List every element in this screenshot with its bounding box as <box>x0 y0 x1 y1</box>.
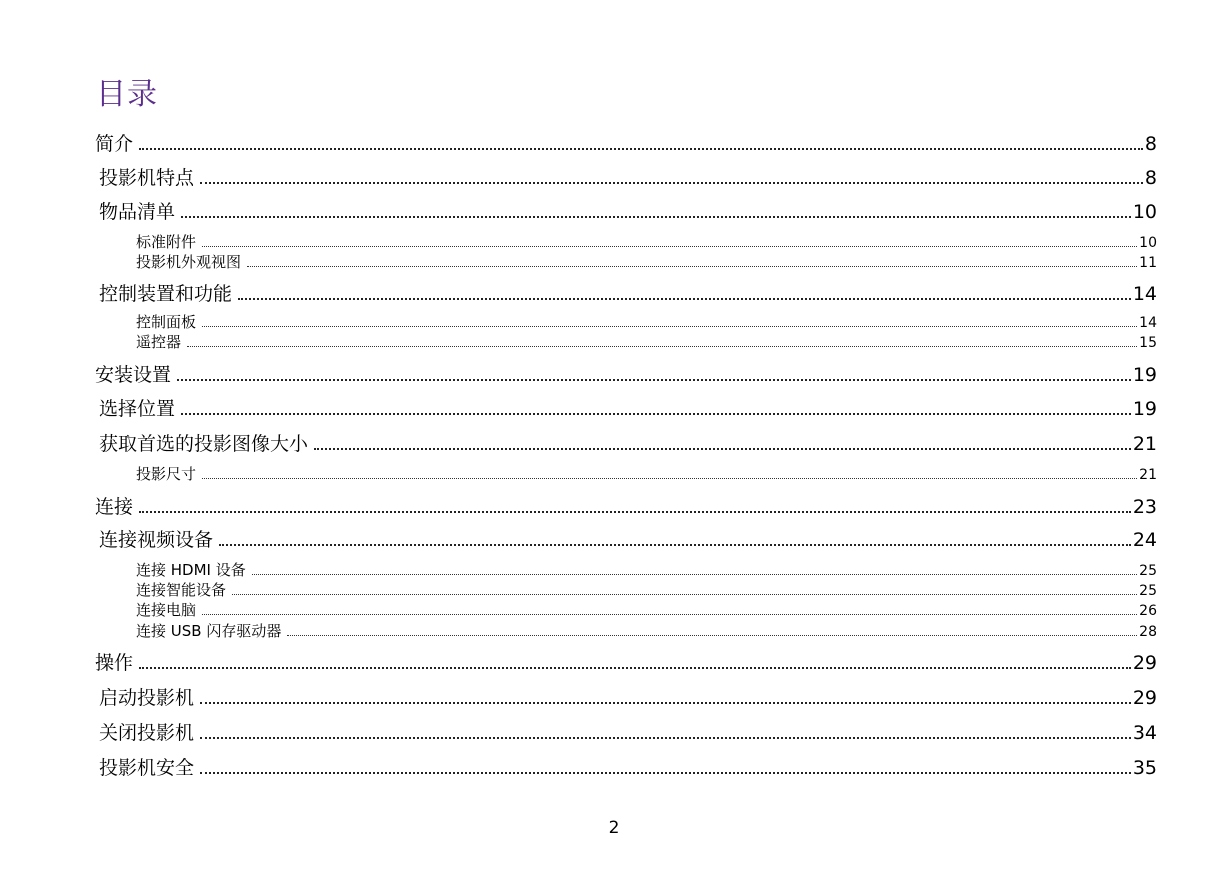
toc-label: 遥控器 <box>136 333 182 351</box>
toc-label: 安装设置 <box>95 364 172 386</box>
page-title: 目录 <box>96 77 158 112</box>
toc-label: 连接 <box>95 496 134 518</box>
toc-label: 投影机特点 <box>99 167 195 189</box>
toc-page-number: 14 <box>1132 283 1157 305</box>
toc-page-number: 19 <box>1132 398 1157 420</box>
toc-entry-start-projector[interactable] <box>99 685 1157 711</box>
dot-leader <box>200 772 1131 774</box>
dot-leader <box>314 448 1131 450</box>
toc-entry-remote-control[interactable] <box>136 332 1157 353</box>
toc-label: 连接 USB 闪存驱动器 <box>136 622 282 640</box>
toc-label: 投影机安全 <box>99 757 195 779</box>
dot-leader <box>187 346 1137 347</box>
toc-page-number: 29 <box>1132 687 1157 709</box>
toc-entry-choose-location[interactable] <box>99 396 1157 422</box>
toc-label: 简介 <box>95 133 134 155</box>
toc-label: 连接视频设备 <box>99 529 214 551</box>
toc-entry-usb-drive[interactable] <box>136 621 1157 642</box>
toc-label: 投影尺寸 <box>136 465 197 483</box>
toc-label: 物品清单 <box>99 201 176 223</box>
toc-page-number: 15 <box>1139 335 1157 351</box>
toc-entry-projector-security[interactable] <box>99 755 1157 781</box>
toc-label: 投影机外观视图 <box>136 253 242 271</box>
toc-page-number: 35 <box>1132 757 1157 779</box>
toc-page-number: 10 <box>1139 235 1157 251</box>
toc-entry-intro[interactable] <box>95 131 1157 157</box>
toc-page-number: 25 <box>1139 583 1157 599</box>
dot-leader <box>181 216 1131 218</box>
dot-leader <box>247 266 1137 267</box>
toc-entry-controls[interactable] <box>99 281 1157 307</box>
toc-entry-features[interactable] <box>99 165 1157 191</box>
toc-entry-hdmi-devices[interactable] <box>136 560 1157 581</box>
toc-label: 连接 HDMI 设备 <box>136 561 246 579</box>
toc-entry-operation[interactable] <box>95 650 1157 676</box>
toc-label: 启动投影机 <box>99 687 195 709</box>
dot-leader <box>202 326 1137 327</box>
dot-leader <box>238 298 1131 300</box>
toc-entry-video-devices[interactable] <box>99 527 1157 553</box>
toc-entry-exterior-view[interactable] <box>136 252 1157 273</box>
toc-page-number: 34 <box>1132 722 1157 744</box>
dot-leader <box>177 379 1131 381</box>
toc-page-number: 14 <box>1139 315 1157 331</box>
toc-entry-installation[interactable] <box>95 362 1157 388</box>
toc-page-number: 8 <box>1144 167 1157 189</box>
dot-leader <box>200 702 1131 704</box>
toc-page-number: 11 <box>1139 255 1157 271</box>
dot-leader <box>202 246 1137 247</box>
toc-page-number: 28 <box>1139 624 1157 640</box>
dot-leader <box>200 737 1131 739</box>
toc-page-number: 26 <box>1139 603 1157 619</box>
toc-page-number: 24 <box>1132 529 1157 551</box>
toc-label: 连接电脑 <box>136 601 197 619</box>
toc-label: 选择位置 <box>99 398 176 420</box>
toc-page-number: 21 <box>1132 433 1157 455</box>
toc-entry-connection[interactable] <box>95 494 1157 520</box>
dot-leader <box>287 635 1137 636</box>
toc-entry-smart-devices[interactable] <box>136 580 1157 601</box>
toc-label: 控制装置和功能 <box>99 283 233 305</box>
toc-page-number: 10 <box>1132 201 1157 223</box>
toc-page-number: 8 <box>1144 133 1157 155</box>
dot-leader <box>181 413 1131 415</box>
dot-leader <box>252 574 1137 575</box>
dot-leader <box>202 614 1137 615</box>
toc-label: 标准附件 <box>136 233 197 251</box>
page-footer-number: 2 <box>608 818 620 838</box>
dot-leader <box>200 182 1143 184</box>
dot-leader <box>139 511 1131 513</box>
toc-page-number: 21 <box>1139 467 1157 483</box>
toc-entry-computer[interactable] <box>136 600 1157 621</box>
dot-leader <box>139 148 1143 150</box>
toc-page-number: 29 <box>1132 652 1157 674</box>
toc-entry-control-panel[interactable] <box>136 312 1157 333</box>
toc-entry-package-contents[interactable] <box>99 199 1157 225</box>
toc-label: 连接智能设备 <box>136 581 227 599</box>
toc-label: 操作 <box>95 652 134 674</box>
dot-leader <box>219 544 1131 546</box>
toc-label: 关闭投影机 <box>99 722 195 744</box>
toc-entry-projection-dimensions[interactable] <box>136 464 1157 485</box>
toc-entry-shutdown-projector[interactable] <box>99 720 1157 746</box>
toc-page-number: 25 <box>1139 563 1157 579</box>
toc-page-number: 19 <box>1132 364 1157 386</box>
toc-entry-image-size[interactable] <box>99 431 1157 457</box>
dot-leader <box>202 478 1137 479</box>
dot-leader <box>139 667 1131 669</box>
toc-page-number: 23 <box>1132 496 1157 518</box>
toc-entry-standard-accessories[interactable] <box>136 232 1157 253</box>
dot-leader <box>232 594 1137 595</box>
toc-label: 获取首选的投影图像大小 <box>99 433 309 455</box>
toc-label: 控制面板 <box>136 313 197 331</box>
